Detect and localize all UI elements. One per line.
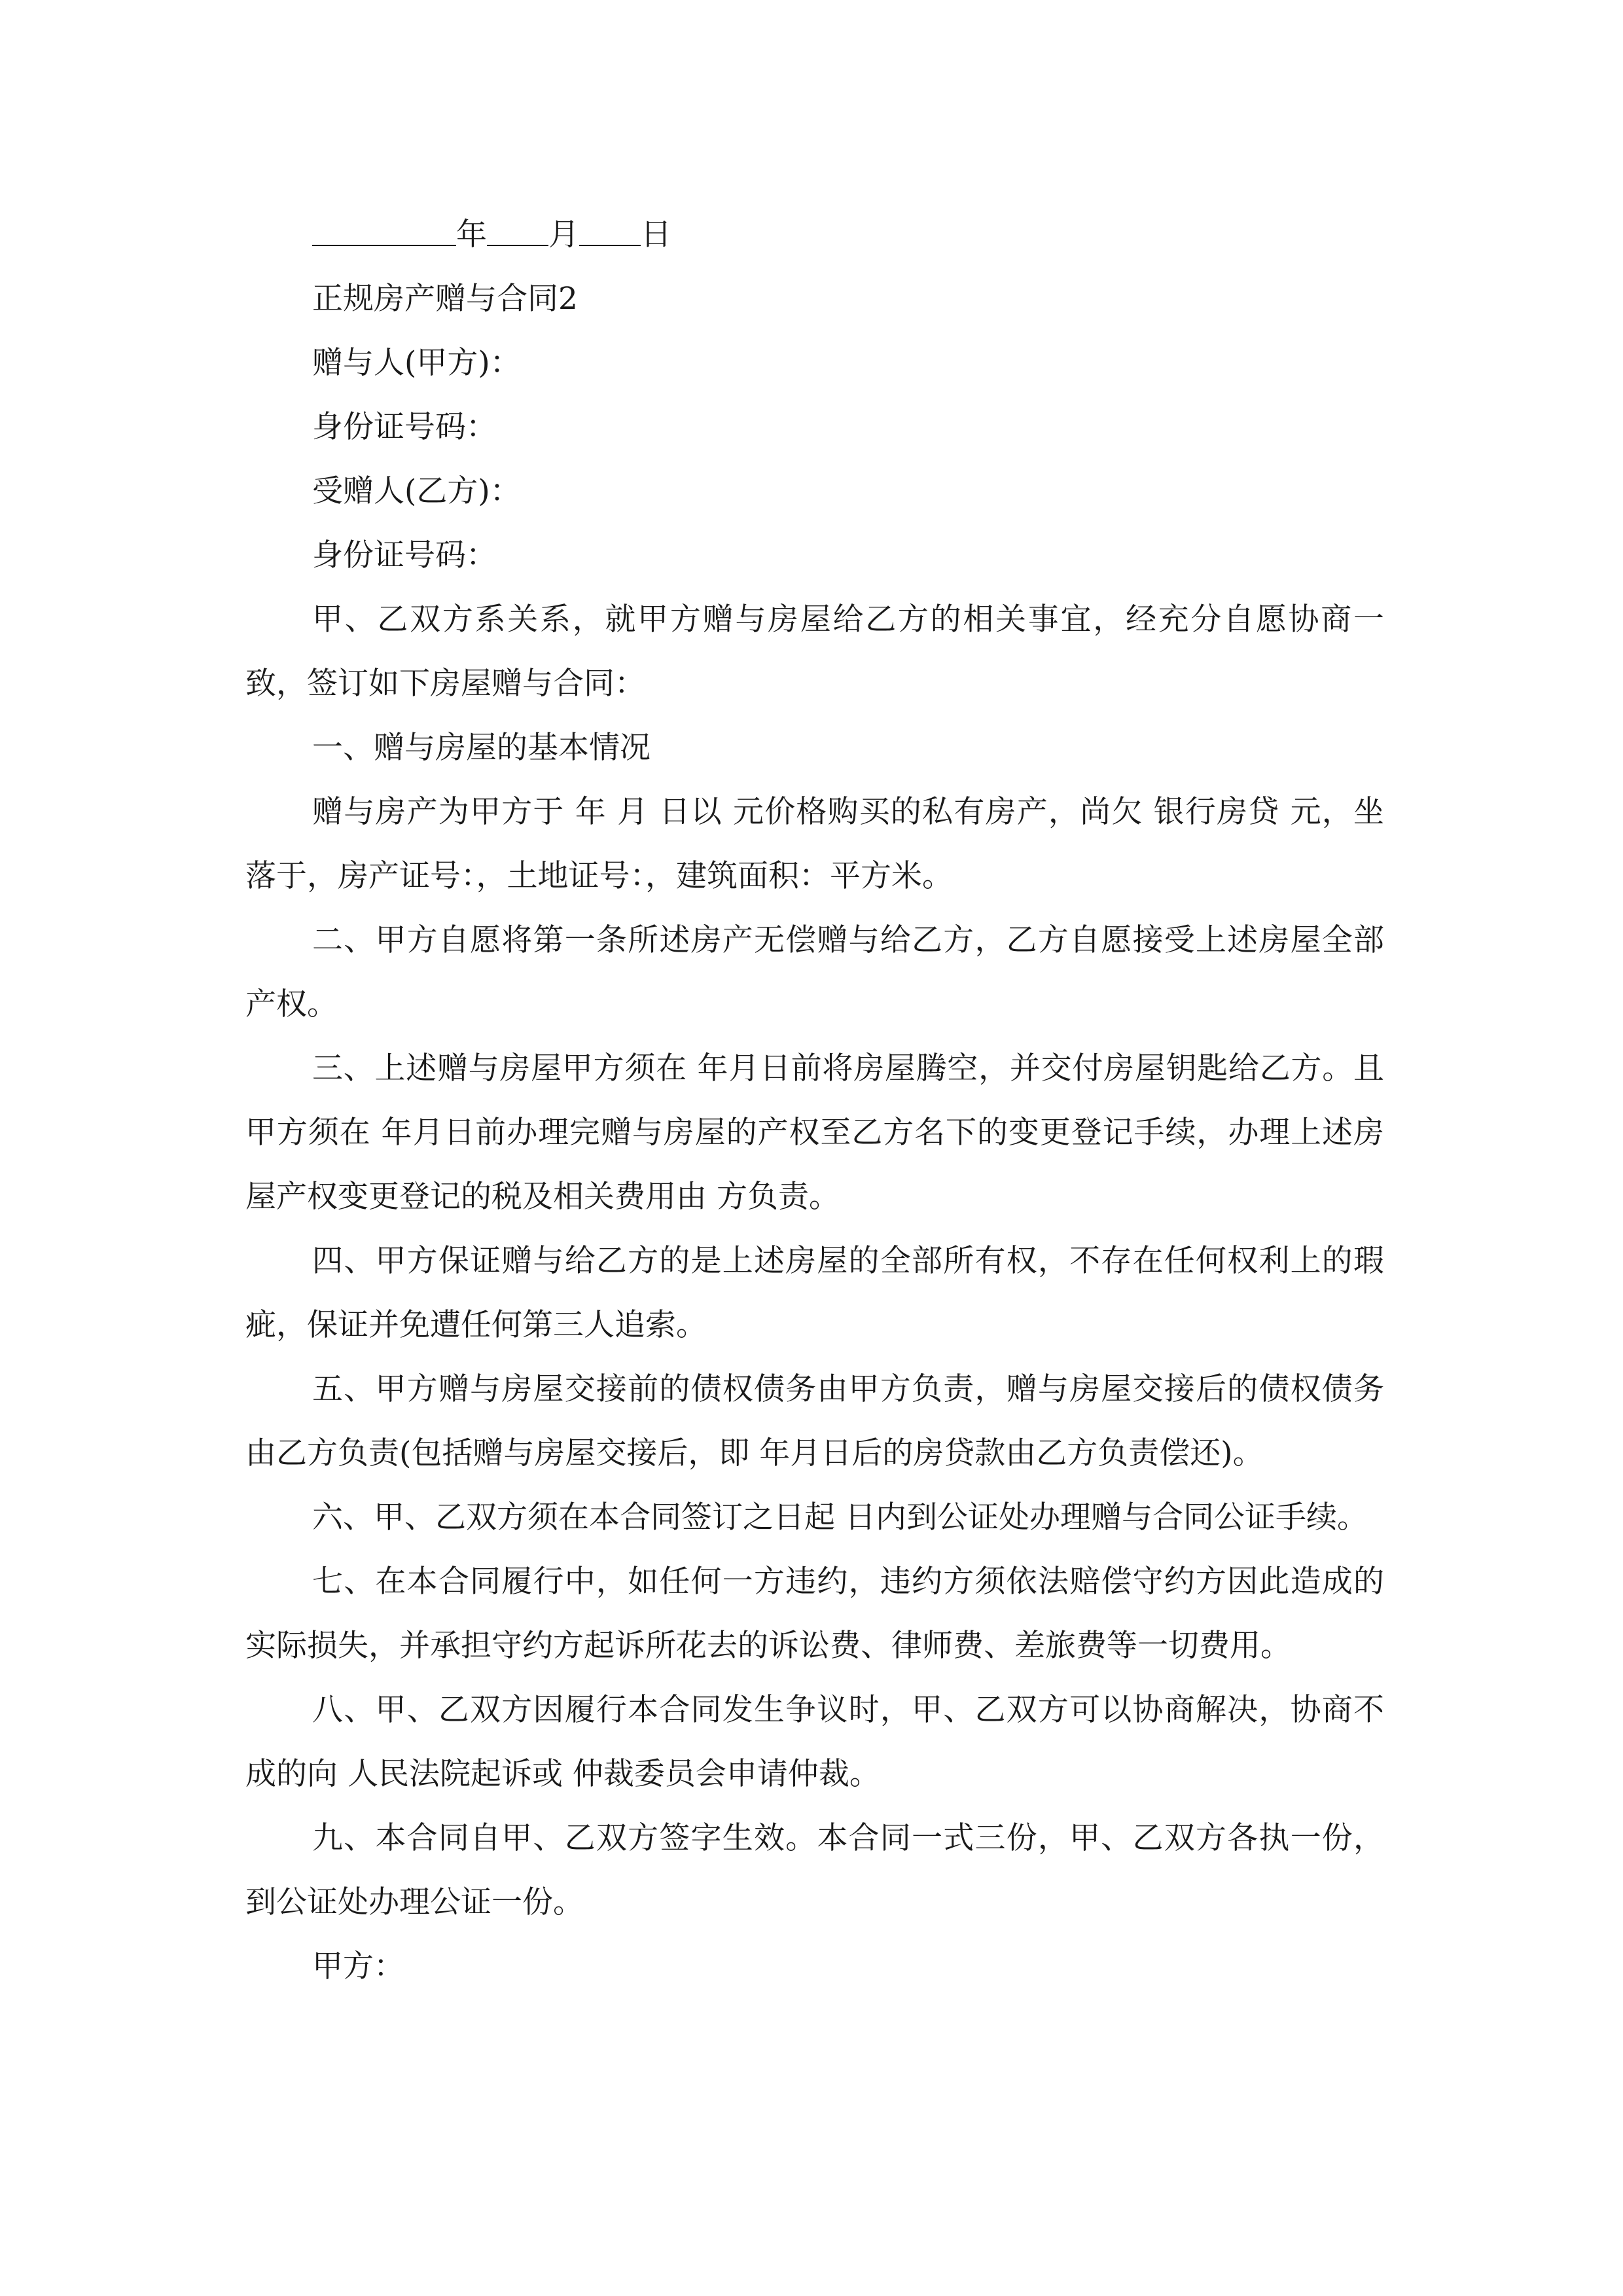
intro-paragraph: 甲、乙双方系关系，就甲方赠与房屋给乙方的相关事宜，经充分自愿协商一致，签订如下房屋赠与合同： [245,601,1384,702]
contract-body [245,203,1384,1999]
clause-5: 五、甲方赠与房屋交接前的债权债务由甲方负责，赠与房屋交接后的债权债务由乙方负责(包括赠与房屋交接后，即 年月日后的房贷款由乙方负责偿还)。 [245,1371,1384,1471]
month-blank [487,221,548,246]
clause-8: 八、甲、乙双方因履行本合同发生争议时，甲、乙双方可以协商解决，协商不成的向 人民法院起诉或 仲裁委员会申请仲裁。 [245,1692,1384,1792]
contract-title: 正规房产赠与合同2 [312,281,578,317]
clause-4: 四、甲方保证赠与给乙方的是上述房屋的全部所有权，不存在任何权利上的瑕疵，保证并免遭任何第三人追索。 [245,1243,1384,1343]
party-a-signature-label: 甲方： [312,1948,404,1984]
clause-6: 六、甲、乙双方须在本合同签订之日起 日内到公证处办理赠与合同公证手续。 [312,1499,1368,1535]
day-blank [579,221,641,246]
year-blank [312,221,456,246]
section-1-body: 赠与房产为甲方于 年 月 日以 元价格购买的私有房产，尚欠 银行房贷 元，坐落于，房产证号：，土地证号：，建筑面积：平方米。 [245,794,1384,894]
donor-id-label: 身份证号码： [312,409,497,445]
day-label: 日 [641,217,671,253]
clause-2: 二、甲方自愿将第一条所述房产无偿赠与给乙方，乙方自愿接受上述房屋全部产权。 [245,922,1384,1022]
clause-3: 三、上述赠与房屋甲方须在 年月日前将房屋腾空，并交付房屋钥匙给乙方。且甲方须在 年月日前办理完赠与房屋的产权至乙方名下的变更登记手续，办理上述房屋产权变更登记的税及相关费用由 方负责。 [245,1050,1384,1215]
date-line [312,203,1384,267]
clause-7: 七、在本合同履行中，如任何一方违约，违约方须依法赔偿守约方因此造成的实际损失，并承担守约方起诉所花去的诉讼费、律师费、差旅费等一切费用。 [245,1564,1384,1664]
clause-9: 九、本合同自甲、乙双方签字生效。本合同一式三份，甲、乙双方各执一份，到公证处办理公证一份。 [245,1820,1384,1920]
donor-label: 赠与人(甲方)： [312,345,521,381]
month-label: 月 [548,217,579,253]
donee-id-label: 身份证号码： [312,537,497,573]
year-label: 年 [456,217,487,253]
donee-label: 受赠人(乙方)： [312,473,521,509]
section-1-title: 一、赠与房屋的基本情况 [312,730,651,766]
